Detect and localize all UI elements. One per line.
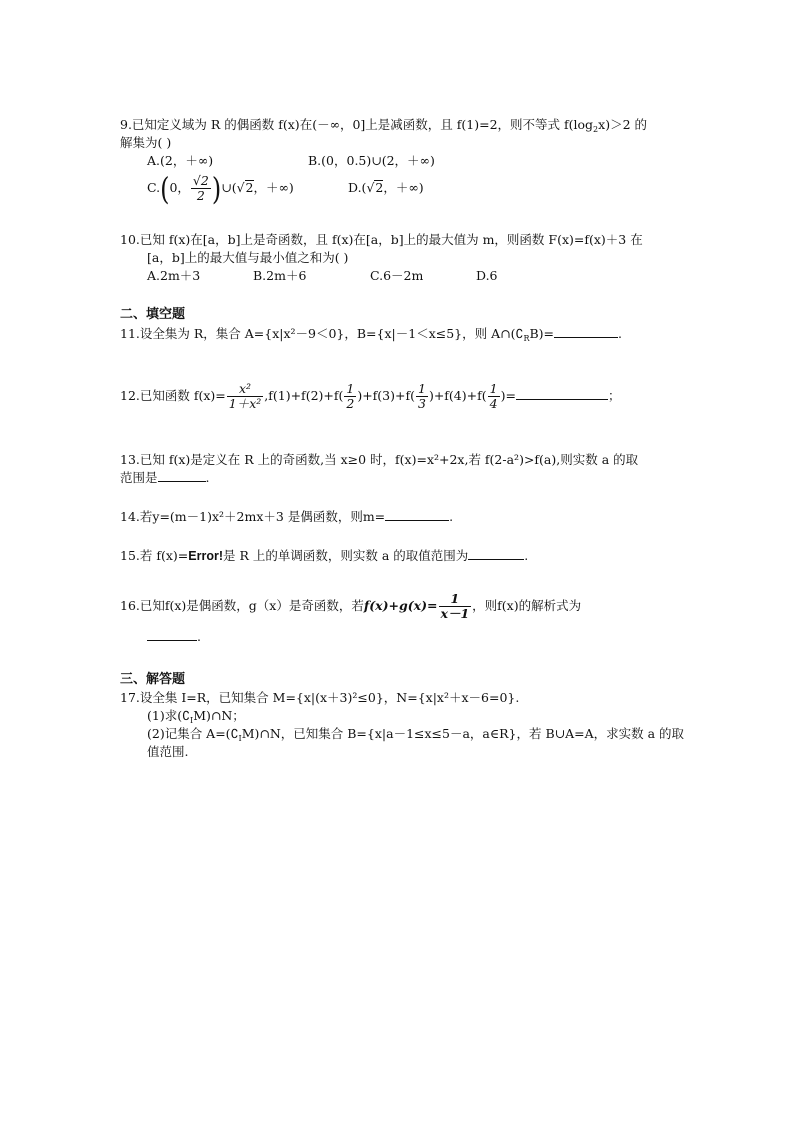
q14-text: 14.若y=(m－1)x²＋2mx＋3 是偶函数，则m=: [120, 509, 386, 524]
q17-part1-tail: M)∩N；: [193, 708, 245, 723]
q16-frac-num: 1: [450, 591, 460, 606]
q13-answer-blank[interactable]: [158, 469, 206, 482]
q17-part2-tail: M)∩N，已知集合 B={x|a－1≤x≤5－a，a∈R}，若 B∪A=A，求实数 a 的取: [241, 726, 685, 741]
q11-text-tail: B)=: [529, 326, 555, 341]
q9-option-c-open-paren: (: [160, 170, 170, 207]
q12-fx-fraction: [227, 382, 264, 411]
q12-third-den: 3: [418, 396, 426, 411]
q12-equals: )=: [500, 388, 516, 403]
q17-part1-complement-sub: I: [190, 716, 194, 725]
q10-option-a-text: A.2m＋3: [147, 268, 201, 283]
q16-fraction: [439, 592, 472, 621]
q15-answer-blank[interactable]: [468, 547, 524, 560]
q17-part2: [147, 725, 684, 748]
q12-half-fraction: [344, 382, 356, 411]
q10-option-b: [253, 267, 306, 285]
q12-end: ；: [607, 388, 621, 403]
q14-line: [120, 508, 453, 526]
q12-text: 12.已知函数 f(x)=: [120, 388, 226, 403]
q11-text: 11.设全集为 R，集合 A={x|x²－9＜0}，B={x|－1＜x≤5}，则 A∩(: [120, 326, 516, 341]
q11-complement-sub: R: [523, 334, 530, 343]
q17-part2-complement-sub: I: [238, 734, 242, 743]
q9-option-a: [147, 152, 213, 170]
q9-log-base: 2: [593, 125, 599, 134]
q15-error-text: Error!: [188, 549, 223, 563]
q9-option-d-end: ，＋∞): [383, 180, 424, 195]
q9-option-a-text: A.(2，＋∞): [147, 153, 214, 168]
q11-answer-blank[interactable]: [554, 325, 618, 338]
q10-line1: [120, 231, 643, 249]
q12-sum-part3: )+f(4)+f(: [428, 388, 487, 403]
q15-end: .: [524, 548, 529, 563]
q9-option-c-num: √2: [192, 173, 209, 188]
q12-line: [120, 376, 620, 416]
q12-fx-den: 1＋x²: [228, 396, 262, 411]
section-solutions-title: 三、解答题: [120, 672, 186, 687]
q12-third-fraction: [416, 382, 428, 411]
q12-quarter-fraction: [488, 382, 500, 411]
q11-end: .: [618, 326, 622, 341]
q12-answer-blank[interactable]: [516, 387, 608, 400]
q9-option-c-root: 2: [245, 180, 254, 195]
q9-option-c-fraction: [191, 174, 211, 203]
q16-line2: [147, 628, 201, 646]
q16-expression: f(x)+g(x)=: [363, 598, 438, 613]
q12-quarter-den: 4: [489, 396, 498, 411]
q9-option-b: [308, 152, 435, 170]
q9-answer-prompt: 解集为( ): [120, 135, 172, 150]
q9-option-c: C.(0， $\frac{√2}{2}$ )∪(√2，＋∞): [147, 170, 294, 207]
q9-option-d-root: 2: [375, 180, 384, 195]
q13-line1: [120, 451, 638, 469]
q10-option-d: [476, 267, 498, 285]
q15-text: 15.若 f(x)=: [120, 548, 189, 563]
q17-part1-head: (1)求(: [147, 708, 183, 723]
q12-fx-num: x²: [238, 381, 252, 396]
q9-option-c-den: 2: [191, 188, 211, 203]
q17-part2-complement: ∁: [230, 726, 239, 741]
q13-end: .: [205, 470, 210, 485]
q9-line1: [120, 116, 647, 139]
q10-option-b-text: B.2m＋6: [253, 268, 307, 283]
q17-part2-line2: [147, 743, 188, 761]
q10-option-c-text: C.6－2m: [370, 268, 424, 283]
q9-option-d-label: D.(: [348, 180, 367, 195]
q17-text: 17.设全集 I=R，已知集合 M={x|(x＋3)²≤0}，N={x|x²＋x－6=0}.: [120, 690, 520, 705]
q9-option-c-end: ，＋∞): [253, 180, 294, 195]
q12-third-num: 1: [418, 381, 426, 396]
q11-line: [120, 325, 622, 348]
q9-option-c-union: ∪(: [221, 180, 237, 195]
q17-part1-complement: ∁: [182, 708, 191, 723]
q17-line1: [120, 689, 519, 707]
q12-sum-part1: ,f(1)+f(2)+f(: [264, 388, 344, 403]
q17-part2-text-2: 值范围.: [147, 744, 189, 759]
q10-option-c: [370, 267, 423, 285]
q12-quarter-num: 1: [489, 381, 498, 396]
q12-half-num: 1: [346, 381, 355, 396]
q16-text-tail: ，则f(x)的解析式为: [472, 598, 582, 613]
q16-line1: [120, 588, 581, 624]
q10-text: 10.已知 f(x)在[a，b]上是奇函数，且 f(x)在[a，b]上的最大值为 m，则函数 F(x)=f(x)＋3 在: [120, 232, 643, 247]
q12-half-den: 2: [346, 396, 355, 411]
q12-sum-part2: )+f(3)+f(: [357, 388, 415, 403]
q16-end: .: [197, 629, 201, 644]
q13-line2: [120, 469, 210, 487]
q11-complement: ∁: [515, 326, 524, 341]
q9-option-c-close-paren: ): [211, 170, 222, 207]
q15-text-tail: 是 R 上的单调函数，则实数 a 的取值范围为: [223, 548, 469, 563]
q16-text: 16.已知f(x)是偶函数，g（x）是奇函数，若: [120, 598, 364, 613]
q10-text-2: [a，b]上的最大值与最小值之和为( ): [147, 250, 349, 265]
q10-line2: [147, 249, 348, 267]
q13-text: 13.已知 f(x)是定义在 R 上的奇函数,当 x≥0 时，f(x)=x²+2x,若 f(2-a²)>f(a),则实数 a 的取: [120, 452, 639, 467]
q9-text: 9.已知定义域为 R 的偶函数 f(x)在(－∞，0]上是减函数，且 f(1)=2，则不等式 f(log: [120, 117, 594, 132]
q10-option-d-text: D.6: [476, 268, 498, 283]
q9-option-c-label: C.: [147, 180, 161, 195]
q15-line: [120, 547, 528, 565]
q14-answer-blank[interactable]: [385, 508, 449, 521]
q10-option-a: [147, 267, 200, 285]
q9-line2: [120, 134, 171, 152]
q16-frac-den: x－1: [440, 606, 470, 621]
q13-text-2: 范围是: [120, 470, 158, 485]
q9-option-c-zero: 0，: [169, 180, 190, 195]
q17-part2-head: (2)记集合 A=(: [147, 726, 231, 741]
q9-text-tail: x)＞2 的: [598, 117, 647, 132]
q9-option-d: D.(√2，＋∞): [348, 180, 424, 195]
q14-end: .: [449, 509, 454, 524]
section-fill-in-title: 二、填空题: [120, 307, 186, 322]
q9-option-b-text: B.(0，0.5)∪(2，＋∞): [308, 153, 435, 168]
q16-answer-blank[interactable]: [147, 628, 197, 641]
